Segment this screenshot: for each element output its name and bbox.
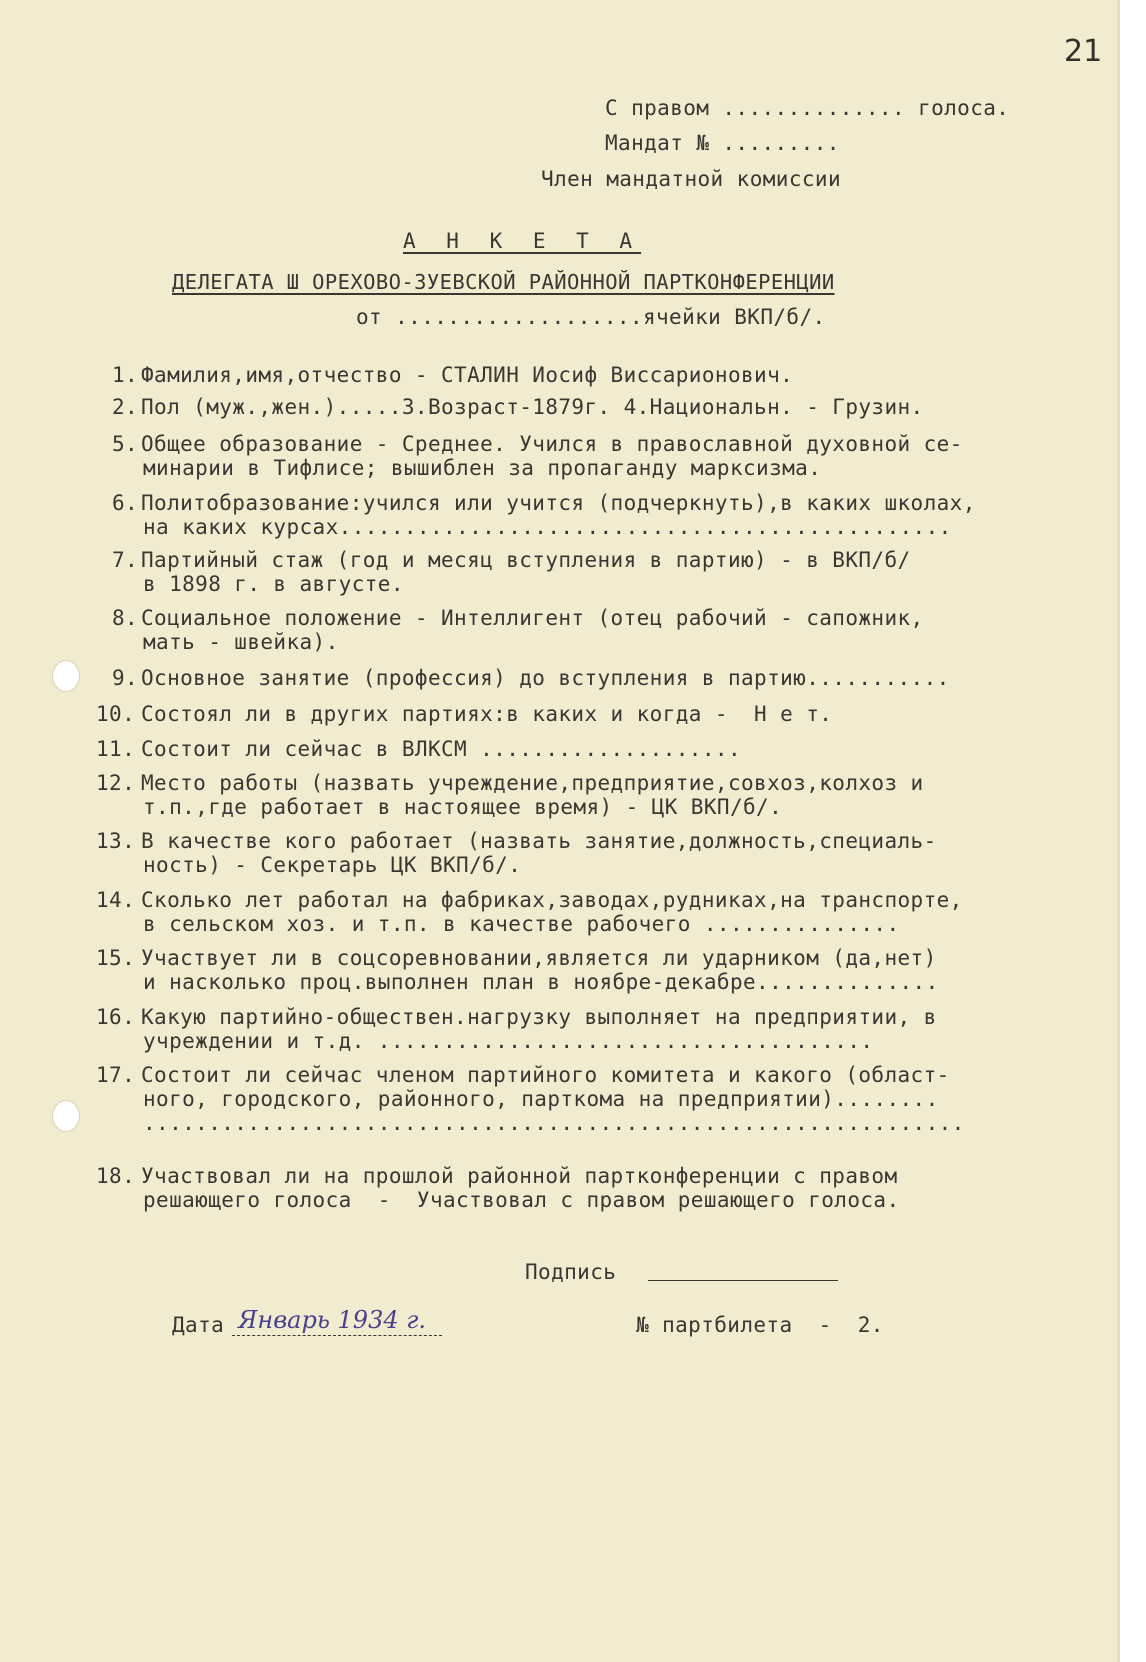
punch-hole xyxy=(52,660,80,692)
item-text-continued: учреждении и т.д. ...................................... xyxy=(143,1029,874,1053)
item-number: 9. xyxy=(112,666,139,690)
item-text-continued: в сельском хоз. и т.п. в качестве рабочего ............... xyxy=(143,912,900,936)
item-text-continued: минарии в Тифлисе; вышиблен за пропаганду марксизма. xyxy=(143,456,822,480)
signature-label: Подпись xyxy=(525,1260,617,1284)
item-text: В качестве кого работает (назвать занятие,должность,специаль- xyxy=(141,829,937,853)
vote-right-line: С правом .............. голоса. xyxy=(605,96,1010,120)
item-text-continued: т.п.,где работает в настоящее время) - ЦК ВКП/б/. xyxy=(143,795,783,819)
date-label: Дата xyxy=(172,1313,225,1337)
form-title: А Н К Е Т А xyxy=(403,229,642,253)
item-text: Политобразование:учился или учится (подчеркнуть),в каких школах, xyxy=(141,491,976,515)
page-number: 21 xyxy=(1064,34,1103,69)
item-text-continued: решающего голоса - Участвовал с правом решающего голоса. xyxy=(143,1188,900,1212)
handwritten-date: Январь 1934 г. xyxy=(238,1306,426,1334)
mandate-line: Мандат № ......... xyxy=(605,131,840,155)
item-text: Общее образование - Среднее. Учился в православной духовной се- xyxy=(141,432,963,456)
item-number: 14. xyxy=(96,888,136,912)
item-text-continued: мать - швейка). xyxy=(143,630,339,654)
cell-line: от ...................ячейки ВКП/б/. xyxy=(356,305,826,329)
item-number: 12. xyxy=(96,771,136,795)
item-number: 1. xyxy=(112,363,139,387)
item-number: 15. xyxy=(96,946,136,970)
item-number: 5. xyxy=(112,432,139,456)
item-text: Партийный стаж (год и месяц вступления в партию) - в ВКП/б/ xyxy=(141,548,911,572)
commission-line: Член мандатной комиссии xyxy=(541,167,841,191)
item-number: 17. xyxy=(96,1063,136,1087)
item-text: Участвовал ли на прошлой районной партконференции с правом xyxy=(141,1164,898,1188)
item-text-continued: ............................................................... xyxy=(143,1111,965,1135)
item-text: Социальное положение - Интеллигент (отец рабочий - сапожник, xyxy=(141,606,924,630)
item-text: Сколько лет работал на фабриках,заводах,рудниках,на транспорте, xyxy=(141,888,963,912)
item-text: Фамилия,имя,отчество - СТАЛИН Иосиф Виссарионович. xyxy=(141,363,794,387)
item-text: Состоял ли в других партиях:в каких и когда - Н е т. xyxy=(141,702,833,726)
item-text: Какую партийно-обществен.нагрузку выполняет на предприятии, в xyxy=(141,1005,937,1029)
scan-border xyxy=(1120,0,1146,1662)
item-text: Пол (муж.,жен.).....3.Возраст-1879г. 4.Национальн. - Грузин. xyxy=(141,395,924,419)
item-text: Основное занятие (профессия) до вступления в партию........... xyxy=(141,666,950,690)
item-text: Состоит ли сейчас в ВЛКСМ .................... xyxy=(141,737,741,761)
form-subtitle: ДЕЛЕГАТА Ш ОРЕХОВО-ЗУЕВСКОЙ РАЙОННОЙ ПАРТКОНФЕРЕНЦИИ xyxy=(172,270,835,294)
item-text: Место работы (назвать учреждение,предприятие,совхоз,колхоз и xyxy=(141,771,924,795)
date-line xyxy=(232,1335,442,1336)
item-number: 16. xyxy=(96,1005,136,1029)
item-text-continued: и насколько проц.выполнен план в ноябре-декабре.............. xyxy=(143,970,939,994)
item-text: Участвует ли в соцсоревновании,является ли ударником (да,нет) xyxy=(141,946,937,970)
punch-hole xyxy=(52,1100,80,1132)
item-text-continued: ность) - Секретарь ЦК ВКП/б/. xyxy=(143,853,522,877)
item-number: 6. xyxy=(112,491,139,515)
party-card-line: № партбилета - 2. xyxy=(636,1313,884,1337)
item-text: Состоит ли сейчас членом партийного комитета и какого (област- xyxy=(141,1063,950,1087)
item-number: 8. xyxy=(112,606,139,630)
item-number: 18. xyxy=(96,1164,136,1188)
item-number: 7. xyxy=(112,548,139,572)
item-text-continued: в 1898 г. в августе. xyxy=(143,572,404,596)
signature-line xyxy=(648,1280,838,1281)
item-number: 2. xyxy=(112,395,139,419)
item-number: 13. xyxy=(96,829,136,853)
item-number: 11. xyxy=(96,737,136,761)
item-text-continued: на каких курсах............................................... xyxy=(143,515,952,539)
item-text-continued: ного, городского, районного, парткома на предприятии)........ xyxy=(143,1087,939,1111)
item-number: 10. xyxy=(96,702,136,726)
